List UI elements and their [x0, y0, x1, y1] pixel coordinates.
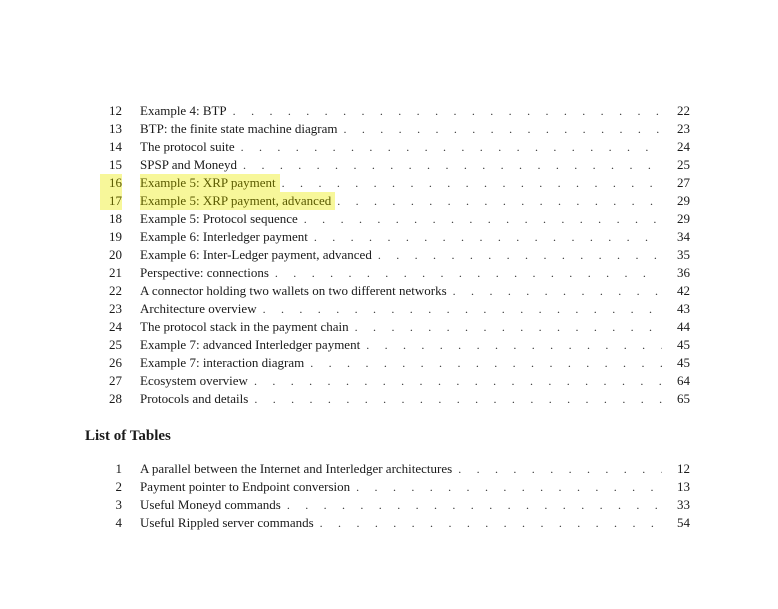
entry-page: 27 [677, 175, 690, 190]
table-entry[interactable] [100, 460, 690, 478]
entry-page: 34 [677, 229, 690, 244]
entry-page: 22 [677, 103, 690, 118]
figure-entry[interactable] [100, 390, 690, 408]
leader-dots [354, 478, 662, 496]
entry-title: Architecture overview [140, 301, 257, 316]
entry-page: 13 [677, 479, 690, 494]
table-entry[interactable] [100, 496, 690, 514]
entry-title: Example 5: Protocol sequence [140, 211, 298, 226]
figure-entry[interactable] [100, 300, 690, 318]
entry-title: Example 7: advanced Interledger payment [140, 337, 361, 352]
entry-page: 45 [677, 355, 690, 370]
entry-number: 13 [109, 121, 122, 136]
figure-entry[interactable] [100, 120, 690, 138]
entry-title: The protocol stack in the payment chain [140, 319, 349, 334]
entry-number: 12 [109, 103, 122, 118]
entry-number: 1 [115, 461, 122, 476]
leader-dots [376, 246, 662, 264]
entry-number: 2 [115, 479, 122, 494]
leader-dots [364, 336, 662, 354]
entry-title: Useful Rippled server commands [140, 515, 314, 530]
entry-title: Example 4: BTP [140, 103, 227, 118]
entry-number: 25 [109, 337, 122, 352]
entry-number: 21 [109, 265, 122, 280]
entry-page: 24 [677, 139, 690, 154]
figure-entry-highlighted[interactable] [100, 192, 690, 210]
list-of-figures [100, 102, 690, 408]
entry-page: 42 [677, 283, 690, 298]
entry-title: A connector holding two wallets on two different networks [140, 283, 447, 298]
list-of-tables-heading: List of Tables [85, 428, 171, 444]
leader-dots [241, 156, 662, 174]
entry-page: 64 [677, 373, 690, 388]
entry-title: Example 6: Inter-Ledger payment, advanced [140, 247, 372, 262]
leader-dots [252, 372, 662, 390]
list-of-tables [100, 460, 690, 532]
figure-entry[interactable] [100, 228, 690, 246]
leader-dots [302, 210, 662, 228]
entry-number: 26 [109, 355, 122, 370]
entry-number: 23 [109, 301, 122, 316]
entry-number: 4 [115, 515, 122, 530]
entry-page: 29 [677, 211, 690, 226]
entry-page: 54 [677, 515, 690, 530]
entry-title: Example 5: XRP payment, advanced [140, 192, 335, 210]
leader-dots [318, 514, 662, 532]
entry-page: 44 [677, 319, 690, 334]
leader-dots [335, 192, 662, 210]
leader-dots [231, 102, 662, 120]
figure-entry[interactable] [100, 336, 690, 354]
entry-page: 25 [677, 157, 690, 172]
leader-dots [280, 174, 662, 192]
entry-title: Useful Moneyd commands [140, 497, 281, 512]
figure-entry[interactable] [100, 372, 690, 390]
leader-dots [273, 264, 662, 282]
leader-dots [456, 460, 662, 478]
entry-page: 65 [677, 391, 690, 406]
entry-number: 19 [109, 229, 122, 244]
entry-title: Payment pointer to Endpoint conversion [140, 479, 351, 494]
leader-dots [353, 318, 662, 336]
leader-dots [261, 300, 662, 318]
entry-title: Example 6: Interledger payment [140, 229, 308, 244]
entry-title: BTP: the finite state machine diagram [140, 121, 338, 136]
leader-dots [308, 354, 662, 372]
entry-number: 20 [109, 247, 122, 262]
entry-title: Example 7: interaction diagram [140, 355, 305, 370]
entry-number: 3 [115, 497, 122, 512]
figure-entry[interactable] [100, 354, 690, 372]
figure-entry[interactable] [100, 264, 690, 282]
table-entry[interactable] [100, 478, 690, 496]
entry-page: 12 [677, 461, 690, 476]
figure-entry[interactable] [100, 282, 690, 300]
figure-entry[interactable] [100, 246, 690, 264]
entry-page: 43 [677, 301, 690, 316]
entry-title: Example 5: XRP payment [140, 174, 280, 192]
leader-dots [285, 496, 662, 514]
figure-entry-highlighted[interactable] [100, 174, 690, 192]
entry-number: 27 [109, 373, 122, 388]
entry-page: 35 [677, 247, 690, 262]
entry-number: 14 [109, 139, 122, 154]
leader-dots [341, 120, 662, 138]
entry-page: 29 [677, 193, 690, 208]
entry-number: 18 [109, 211, 122, 226]
entry-number: 24 [109, 319, 122, 334]
entry-number: 17 [100, 192, 122, 210]
figure-entry[interactable] [100, 210, 690, 228]
entry-number: 16 [100, 174, 122, 192]
leader-dots [252, 390, 662, 408]
entry-title: A parallel between the Internet and Interledger architectures [140, 461, 453, 476]
entry-page: 23 [677, 121, 690, 136]
entry-page: 45 [677, 337, 690, 352]
entry-title: Ecosystem overview [140, 373, 248, 388]
entry-title: The protocol suite [140, 139, 235, 154]
entry-title: Perspective: connections [140, 265, 269, 280]
figure-entry[interactable] [100, 156, 690, 174]
figure-entry[interactable] [100, 102, 690, 120]
entry-title: SPSP and Moneyd [140, 157, 238, 172]
figure-entry[interactable] [100, 318, 690, 336]
entry-page: 33 [677, 497, 690, 512]
leader-dots [239, 138, 662, 156]
entry-title: Protocols and details [140, 391, 249, 406]
entry-number: 15 [109, 157, 122, 172]
figure-entry[interactable] [100, 138, 690, 156]
table-entry[interactable] [100, 514, 690, 532]
entry-number: 22 [109, 283, 122, 298]
leader-dots [312, 228, 662, 246]
entry-number: 28 [109, 391, 122, 406]
entry-page: 36 [677, 265, 690, 280]
leader-dots [451, 282, 662, 300]
